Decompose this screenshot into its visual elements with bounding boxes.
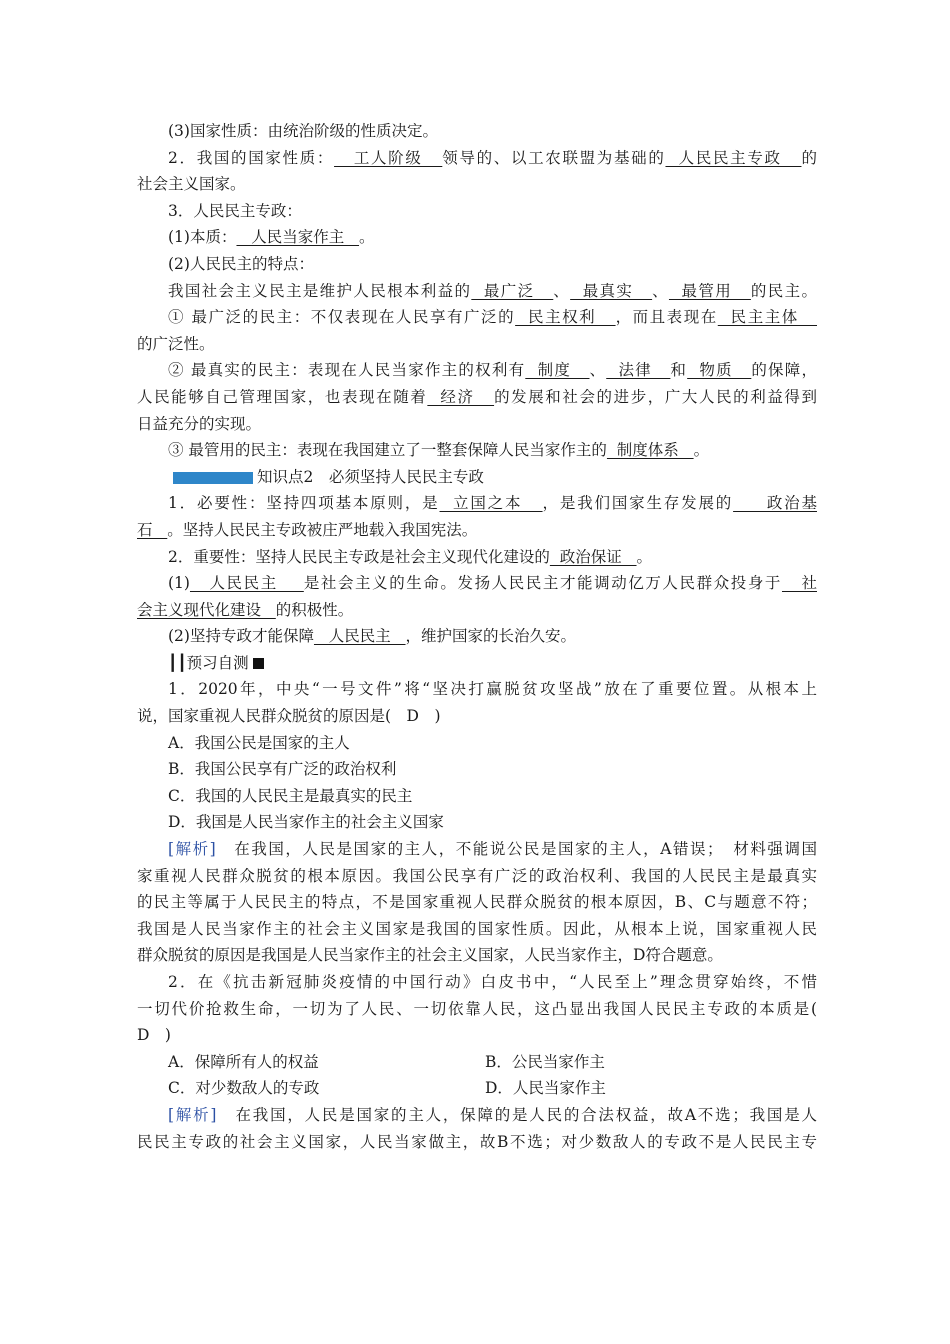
line-democracy-features: 我国社会主义民主是维护人民根本利益的 最广泛 、 最真实 、 最管用 的民主。 xyxy=(168,281,817,300)
answer-blank: 经济 xyxy=(427,387,495,406)
line-state-nature: (3)国家性质：由统治阶级的性质决定。 xyxy=(168,122,438,140)
analysis-1: [解析] 在我国，人民是国家的主人，不能说公民是国家的主人，A错误； 材料强调国 xyxy=(168,840,817,859)
line-essence: (1)本质： 人民当家作主 。 xyxy=(168,228,375,247)
question-2-answer: D ) xyxy=(137,1026,171,1045)
line-socialist-state: 社会主义国家。 xyxy=(137,175,246,194)
answer-blank: 会主义现代化建设 xyxy=(137,600,276,619)
line-truest-end: 日益充分的实现。 xyxy=(137,414,262,433)
preview-test-heading: ┃┃预习自测 xyxy=(137,650,817,677)
square-icon xyxy=(253,658,264,669)
question-2-option-d: D．人民当家作主 xyxy=(485,1079,606,1098)
analysis-2: [解析] 在我国，人民是国家的主人，保障的是人民的合法权益，故A不选；我国是人 xyxy=(168,1105,817,1124)
line-importance: 2．重要性：坚持人民民主专政是社会主义现代化建设的 政治保证 。 xyxy=(168,547,653,566)
question-2-stem: 2．在《抗击新冠肺炎疫情的中国行动》白皮书中，“人民至上”理念贯穿始终，不惜 xyxy=(168,973,817,991)
line-importance-1: (1) 人民民主 是社会主义的生命。发扬人民民主才能调动亿万人民群众投身于 社 xyxy=(168,574,817,593)
answer-blank: 人民当家作主 xyxy=(236,228,360,247)
line-truest: ② 最真实的民主：表现在人民当家作主的权利有 制度 、 法律 和 物质 的保障， xyxy=(168,361,817,380)
question-1-option-d: D．我国是人民当家作主的社会主义国家 xyxy=(168,813,444,832)
section-bars-icon: ┃┃ xyxy=(168,652,187,672)
line-necessity-cont: 石 。坚持人民民主专政被庄严地载入我国宪法。 xyxy=(137,520,478,539)
knowledge-point-marker xyxy=(173,472,253,484)
analysis-tag: [解析] xyxy=(168,1105,217,1124)
line-features-heading: (2)人民民主的特点： xyxy=(168,254,314,273)
line-broadest-cont: 的广泛性。 xyxy=(137,334,215,353)
question-2-option-c: C．对少数敌人的专政 xyxy=(168,1079,320,1098)
question-2-option-a: A．保障所有人的权益 xyxy=(168,1052,319,1071)
answer-blank: 物质 xyxy=(687,361,752,380)
answer-blank: 最管用 xyxy=(668,281,751,300)
analysis-1-end: 群众脱贫的原因是我国是人民当家作主的社会主义国家，人民当家作主，D符合题意。 xyxy=(137,946,723,965)
line-importance-1-cont: 会主义现代化建设 的积极性。 xyxy=(137,600,354,619)
line-importance-2: (2)坚持专政才能保障 人民民主 ，维护国家的长治久安。 xyxy=(168,627,577,646)
analysis-1-cont: 家重视人民群众脱贫的根本原因。我国公民享有广泛的政治权利、我国的人民民主是最真实 xyxy=(137,866,817,885)
analysis-tag: [解析] xyxy=(168,840,216,859)
question-2-option-b: B．公民当家作主 xyxy=(485,1052,605,1071)
question-2-options-row2 xyxy=(137,1075,817,1102)
answer-blank: 人民民主 xyxy=(189,574,304,593)
question-1-option-b: B．我国公民享有广泛的政治权利 xyxy=(168,760,397,779)
answer-blank: 最广泛 xyxy=(471,281,554,300)
answer-blank: 法律 xyxy=(606,361,671,380)
question-2-stem-cont: 一切代价抢救生命，一切为了人民、一切依靠人民，这凸显出我国人民民主专政的本质是( xyxy=(137,999,817,1018)
answer-blank: 制度 xyxy=(525,361,590,380)
answer-blank: 最真实 xyxy=(570,281,653,300)
answer-blank: 石 xyxy=(137,520,168,539)
answer-blank: 民主主体 xyxy=(717,308,817,327)
answer-blank: 政治保证 xyxy=(549,547,637,566)
answer-blank: 民主权利 xyxy=(515,308,616,327)
answer-blank: 政治基 xyxy=(733,494,817,513)
question-1-stem-cont: 说，国家重视人民群众脱贫的原因是( D ) xyxy=(137,707,441,726)
question-2-options-row1 xyxy=(137,1049,817,1076)
answer-blank: 工人阶级 xyxy=(334,148,443,167)
line-necessity: 1．必要性：坚持四项基本原则，是 立国之本 ，是我们国家生存发展的 政治基 xyxy=(168,494,817,513)
line-heading-dictatorship: 3．人民民主专政： xyxy=(168,201,302,220)
answer-blank: 社 xyxy=(781,574,817,593)
line-china-state-nature: 2．我国的国家性质： 工人阶级 领导的、以工农联盟为基础的 人民民主专政 的 xyxy=(168,148,817,167)
knowledge-point-heading: 知识点2 必须坚持人民民主专政 xyxy=(137,464,817,491)
question-1-stem: 1．2020年，中央“一号文件”将“坚决打赢脱贫攻坚战”放在了重要位置。从根本上 xyxy=(168,680,817,699)
line-truest-cont: 人民能够自己管理国家，也表现在随着 经济 的发展和社会的进步，广大人民的利益得到 xyxy=(137,387,817,406)
question-1-option-a: A．我国公民是国家的主人 xyxy=(168,733,350,752)
answer-blank: 制度体系 xyxy=(606,441,694,460)
analysis-1-cont: 的民主等属于人民民主的特点，不是国家重视人民群众脱贫的根本原因，B、C与题意不符； xyxy=(137,893,817,912)
analysis-2-cont: 民民主专政的社会主义国家，人民当家做主，故B不选；对少数敌人的专政不是人民民主专 xyxy=(137,1132,817,1151)
question-1-option-c: C．我国的人民民主是最真实的民主 xyxy=(168,786,413,805)
answer-blank: 立国之本 xyxy=(439,494,543,513)
document-page xyxy=(137,118,817,1155)
line-broadest: ① 最广泛的民主：不仅表现在人民享有广泛的 民主权利 ，而且表现在 民主主体 xyxy=(168,308,817,327)
answer-blank: 人民民主 xyxy=(313,627,406,646)
analysis-1-cont: 我国是人民当家作主的社会主义国家是我国的国家性质。因此，从根本上说，国家重视人民 xyxy=(137,919,817,938)
line-most-effective: ③ 最管用的民主：表现在我国建立了一整套保障人民当家作主的 制度体系 。 xyxy=(168,441,710,460)
answer-blank: 人民民主专政 xyxy=(665,148,802,167)
